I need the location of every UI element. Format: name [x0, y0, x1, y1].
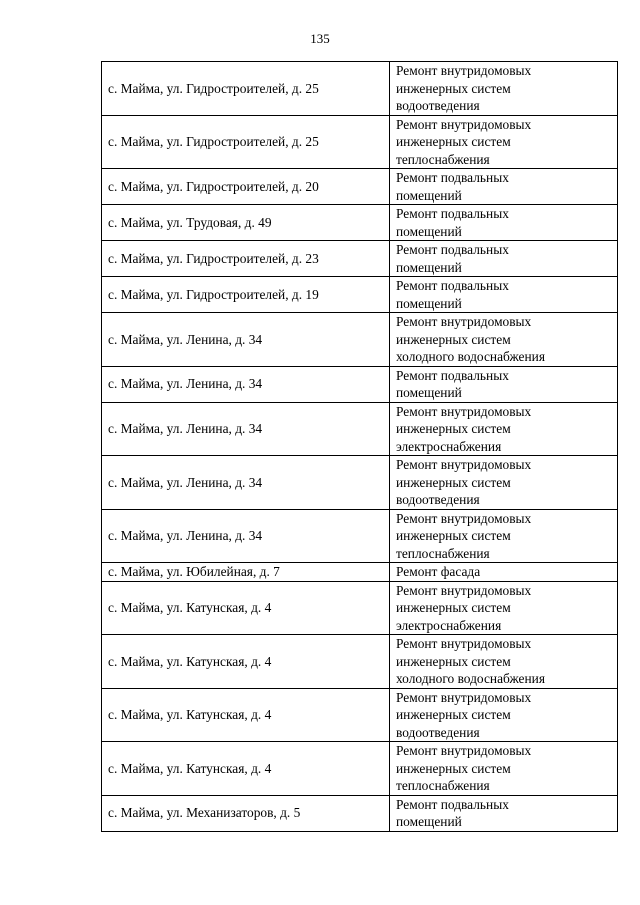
work-type-cell	[390, 62, 618, 116]
work-type-line: Ремонт внутридомовых	[396, 116, 532, 132]
table-row	[102, 313, 618, 367]
work-type-line: Ремонт подвальных	[396, 242, 509, 257]
work-type-line: электроснабжения	[396, 438, 502, 454]
address-cell: с. Майма, ул. Катунская, д. 4	[102, 742, 390, 796]
address-cell: с. Майма, ул. Гидростроителей, д. 25	[102, 115, 390, 169]
work-type-cell	[390, 241, 618, 277]
work-type-line: инженерных систем	[396, 760, 511, 776]
work-type-line: помещений	[396, 187, 462, 203]
work-type-cell	[390, 169, 618, 205]
work-type-line: инженерных систем	[396, 707, 511, 722]
work-type-cell	[390, 115, 618, 169]
address-cell: с. Майма, ул. Гидростроителей, д. 19	[102, 277, 390, 313]
table-row	[102, 563, 618, 582]
table-row	[102, 742, 618, 796]
table-row	[102, 795, 618, 831]
address-cell: с. Майма, ул. Ленина, д. 34	[102, 402, 390, 456]
work-type-line: теплоснабжения	[396, 545, 490, 561]
work-type-cell	[390, 366, 618, 402]
table-row	[102, 509, 618, 563]
address-cell: с. Майма, ул. Ленина, д. 34	[102, 313, 390, 367]
work-type-cell	[390, 402, 618, 456]
work-type-cell	[390, 563, 618, 582]
work-type-line: теплоснабжения	[396, 151, 490, 167]
work-type-line: Ремонт подвальных	[396, 278, 509, 293]
work-type-line: Ремонт внутридомовых	[396, 457, 532, 472]
work-type-line: Ремонт внутридомовых	[396, 403, 532, 419]
work-type-cell	[390, 277, 618, 313]
table-row	[102, 402, 618, 456]
table-row	[102, 62, 618, 116]
work-type-line: Ремонт внутридомовых	[396, 314, 532, 329]
work-type-line: водоотведения	[396, 724, 480, 740]
work-type-line: инженерных систем	[396, 331, 511, 347]
table-row	[102, 366, 618, 402]
work-type-line: водоотведения	[396, 492, 480, 507]
work-type-cell	[390, 635, 618, 689]
work-type-line: Ремонт внутридомовых	[396, 689, 532, 705]
work-type-line: помещений	[396, 385, 462, 400]
table-row	[102, 169, 618, 205]
work-type-line: инженерных систем	[396, 600, 511, 615]
work-type-cell	[390, 313, 618, 367]
table-row	[102, 688, 618, 742]
work-type-cell	[390, 795, 618, 831]
page-number: 135	[310, 31, 330, 46]
table-row	[102, 241, 618, 277]
work-type-cell	[390, 456, 618, 510]
address-cell: с. Майма, ул. Катунская, д. 4	[102, 688, 390, 742]
work-type-line: инженерных систем	[396, 80, 511, 96]
work-type-line: водоотведения	[396, 98, 480, 113]
address-cell: с. Майма, ул. Катунская, д. 4	[102, 581, 390, 635]
table-row	[102, 277, 618, 313]
address-cell: с. Майма, ул. Гидростроителей, д. 23	[102, 241, 390, 277]
work-type-line: помещений	[396, 814, 462, 829]
work-type-line: инженерных систем	[396, 421, 511, 436]
work-type-line: Ремонт подвальных	[396, 796, 509, 812]
table-row	[102, 581, 618, 635]
work-type-line: холодного водоснабжения	[396, 349, 545, 364]
work-type-cell	[390, 688, 618, 742]
work-type-cell	[390, 509, 618, 563]
work-type-line: инженерных систем	[396, 528, 511, 543]
table-row	[102, 115, 618, 169]
work-type-line: Ремонт внутридомовых	[396, 582, 532, 598]
address-cell: с. Майма, ул. Механизаторов, д. 5	[102, 795, 390, 831]
work-type-line: помещений	[396, 259, 462, 275]
works-table	[101, 61, 618, 832]
work-type-line: электроснабжения	[396, 617, 502, 633]
address-cell: с. Майма, ул. Юбилейная, д. 7	[102, 563, 390, 582]
address-cell: с. Майма, ул. Ленина, д. 34	[102, 366, 390, 402]
work-type-line: инженерных систем	[396, 653, 511, 669]
work-type-line: Ремонт подвальных	[396, 206, 509, 221]
address-cell: с. Майма, ул. Гидростроителей, д. 25	[102, 62, 390, 116]
work-type-line: инженерных систем	[396, 134, 511, 149]
address-cell: с. Майма, ул. Ленина, д. 34	[102, 456, 390, 510]
address-cell: с. Майма, ул. Катунская, д. 4	[102, 635, 390, 689]
work-type-cell	[390, 581, 618, 635]
work-type-line: Ремонт подвальных	[396, 170, 509, 185]
address-cell: с. Майма, ул. Ленина, д. 34	[102, 509, 390, 563]
work-type-line: помещений	[396, 223, 462, 239]
work-type-line: Ремонт внутридомовых	[396, 636, 532, 651]
work-type-line: Ремонт внутридомовых	[396, 63, 532, 78]
work-type-line: Ремонт внутридомовых	[396, 510, 532, 526]
table-row	[102, 635, 618, 689]
work-type-line: Ремонт подвальных	[396, 367, 509, 383]
table-row	[102, 456, 618, 510]
work-type-line: Ремонт внутридомовых	[396, 743, 532, 758]
work-type-line: холодного водоснабжения	[396, 671, 545, 686]
works-table-body	[102, 62, 618, 832]
work-type-line: Ремонт фасада	[396, 564, 481, 579]
work-type-cell	[390, 742, 618, 796]
work-type-line: инженерных систем	[396, 474, 511, 490]
work-type-cell	[390, 205, 618, 241]
work-type-line: помещений	[396, 295, 462, 311]
table-row	[102, 205, 618, 241]
address-cell: с. Майма, ул. Трудовая, д. 49	[102, 205, 390, 241]
address-cell: с. Майма, ул. Гидростроителей, д. 20	[102, 169, 390, 205]
work-type-line: теплоснабжения	[396, 778, 490, 793]
